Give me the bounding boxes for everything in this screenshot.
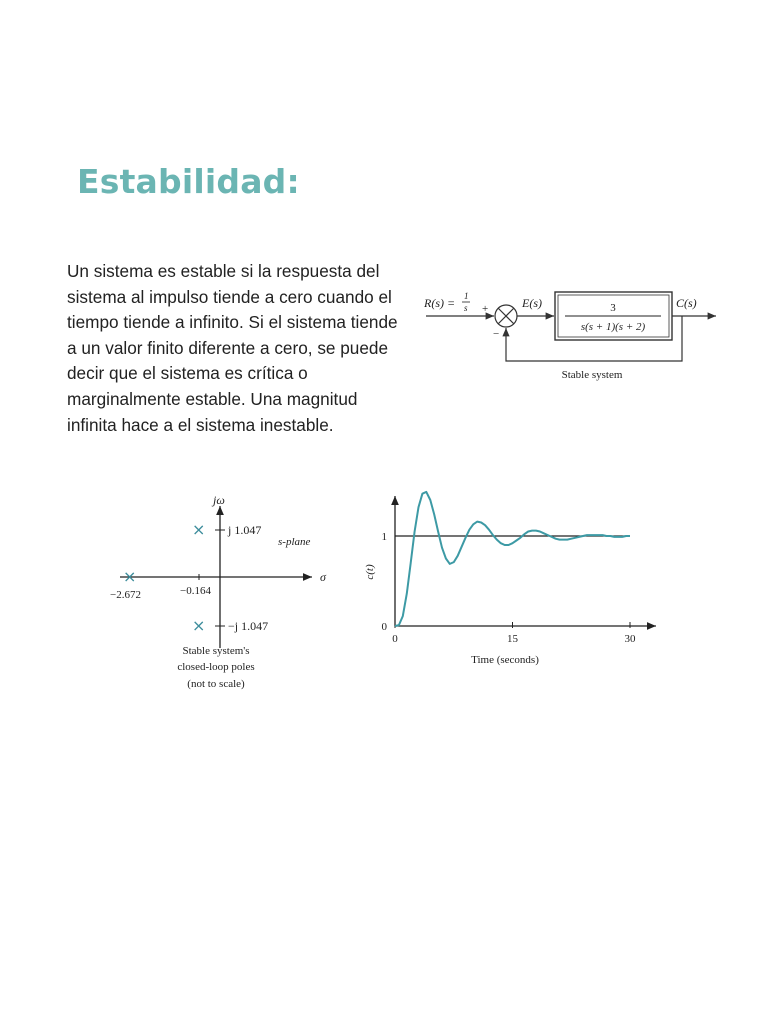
step-response-line <box>395 492 630 626</box>
pole-plot <box>110 490 340 700</box>
real-axis-label: σ <box>320 570 326 584</box>
tf-denominator: s(s + 1)(s + 2) <box>580 321 646 333</box>
upper-pole-label: j 1.047 <box>228 523 262 537</box>
x-tick-label: 30 <box>624 633 636 645</box>
y-tick-label: 1 <box>381 531 387 543</box>
x-axis-label: Time (seconds) <box>471 654 539 666</box>
pole-plot-caption-line3: (not to scale) <box>187 678 245 690</box>
minus-sign: − <box>493 328 500 340</box>
input-label: R(s) = <box>424 296 456 310</box>
lower-pole-label: −j 1.047 <box>228 619 269 633</box>
y-axis-label: c(t) <box>364 564 376 580</box>
complex-real-label: −0.164 <box>180 585 211 597</box>
s-plane-label: s-plane <box>278 536 311 548</box>
error-label: E(s) <box>522 296 542 310</box>
x-tick-label: 15 <box>507 633 518 645</box>
tf-numerator: 3 <box>610 302 616 314</box>
summing-junction <box>495 305 517 327</box>
step-response-chart <box>360 490 660 670</box>
pole-plot-caption-line1: Stable system's <box>182 645 250 657</box>
imaginary-axis-label: jω <box>213 493 225 507</box>
real-pole-label: −2.672 <box>110 589 141 601</box>
output-label: C(s) <box>676 296 697 310</box>
input-fraction-numerator: 1 <box>464 291 469 301</box>
body-paragraph: Un sistema es estable si la respuesta del sistema al impulso tiende a cero cuando el tiempo tiende a infinito. Si el sistema tiende a un valor finito diferente a cero, se puede decir que el sistema es crítica o marginalmente estable. Una magnitud infinita hace a el sistema inestable. <box>67 261 398 435</box>
x-tick-label: 0 <box>392 633 398 645</box>
input-fraction-denominator: s <box>464 303 468 313</box>
lower-pole-marker: × <box>192 616 206 635</box>
block-diagram <box>420 285 720 385</box>
block-diagram-caption: Stable system <box>561 369 623 381</box>
real-pole-marker: × <box>123 567 137 586</box>
plus-sign: + <box>482 303 489 315</box>
y-tick-label: 0 <box>381 621 387 633</box>
pole-plot-caption-line2: closed-loop poles <box>177 661 255 673</box>
upper-pole-marker: × <box>192 520 206 539</box>
page-title: Estabilidad: <box>77 162 300 201</box>
